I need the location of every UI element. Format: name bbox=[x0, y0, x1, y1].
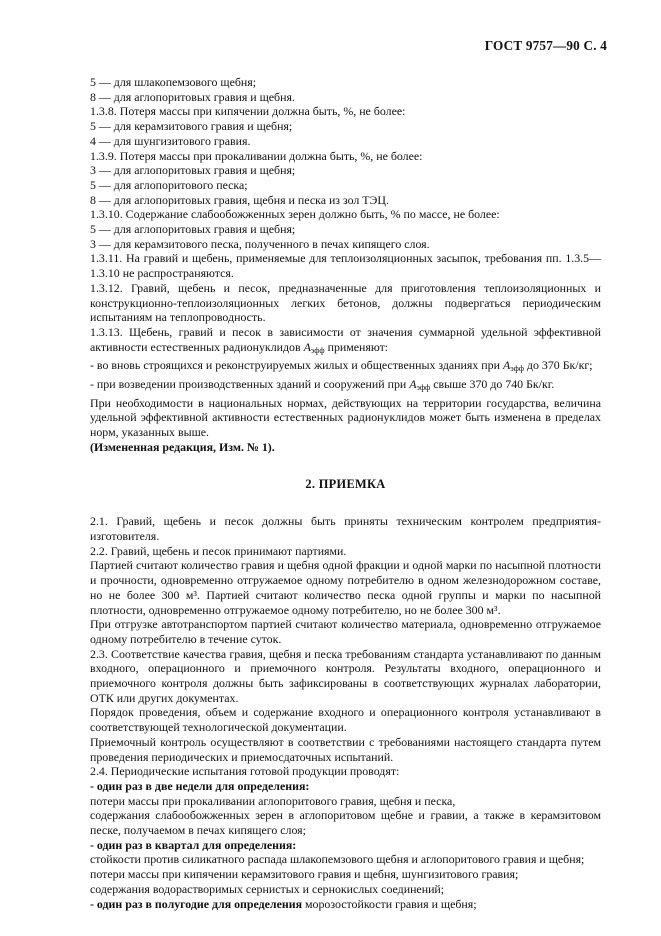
list-line: 5 — для шлакопемзового щебня; bbox=[90, 75, 257, 89]
list-line: 8 — для аглопоритовых гравия и щебня. bbox=[90, 89, 295, 104]
half-year-line bbox=[90, 897, 601, 912]
list-line: 5 — для аглопоритового песка; bbox=[90, 177, 248, 192]
list-line: 5 — для керамзитового гравия и щебня; bbox=[90, 119, 293, 134]
auto-shipment: При отгрузке автотранспортом партией считают количество материала, одновременно отгружаемое одному потребителю в течение суток. bbox=[90, 617, 601, 646]
half-year-heading: - один раз в полугодие для определения bbox=[90, 896, 303, 911]
clause-2-1: 2.1. Гравий, щебень и песок должны быть приняты техническим контролем предприятия-изготовителя. bbox=[90, 514, 601, 543]
symbol-sub: эфф bbox=[510, 364, 524, 374]
list-line: 3 — для керамзитового песка, полученного в печах кипящего слоя. bbox=[90, 236, 430, 251]
list-item: содержания водорастворимых сернистых и сернокислых соединений; bbox=[90, 881, 445, 896]
clause-1-3-13-tail: применяют: bbox=[327, 339, 389, 354]
clause-1-3-9: 1.3.9. Потеря массы при прокаливании должна быть, %, не более: bbox=[90, 148, 423, 163]
list-line: 3 — для аглопоритовых гравия и щебня; bbox=[90, 163, 296, 178]
bullet-residential bbox=[90, 358, 601, 377]
page-header: ГОСТ 9757—90 С. 4 bbox=[484, 38, 607, 53]
clause-1-3-8: 1.3.8. Потеря массы при кипячении должна быть, %, не более: bbox=[90, 104, 406, 119]
two-weeks-heading: - один раз в две недели для определения: bbox=[90, 778, 310, 793]
document-body bbox=[90, 75, 601, 911]
clause-1-3-12: 1.3.12. Гравий, щебень и песок, предназначенные для приготовления теплоизоляционных и конструкционно-теплоизоляционных легких бетонов, должны подвергаться периодическим испытаниям на теплопроводность. bbox=[90, 280, 601, 325]
national-norms-paragraph: При необходимости в национальных нормах, действующих на территории государства, величина удельной эффективной активности естественных радионуклидов может быть изменена в пределах норм, указанных выше. bbox=[90, 395, 601, 440]
list-line: 8 — для аглопоритовых гравия, щебня и песка из зол ТЭЦ. bbox=[90, 192, 389, 207]
half-year-text: морозостойкости гравия и щебня; bbox=[305, 896, 477, 911]
bullet-residential-text: - во вновь строящихся и реконструируемых жилых и общественных зданиях при bbox=[90, 358, 500, 373]
symbol-a-eff: A bbox=[502, 358, 511, 373]
amendment-note: (Измененная редакция, Изм. № 1). bbox=[90, 439, 275, 454]
symbol-sub: эфф bbox=[310, 345, 325, 355]
control-order: Порядок проведения, объем и содержание входного и операционного контроля устанавливают в соответствующей технологической документации. bbox=[90, 705, 601, 735]
symbol-a-eff: A bbox=[303, 339, 311, 354]
clause-2-3: 2.3. Соответствие качества гравия, щебня и песка требованиям стандарта устанавливают по данным входного, операционного и приемочного контроля. Результаты входного, операционного и приемочного контроля должны быть зафиксированы в соответствующих журналах лаборатории, ОТК или других документах. bbox=[90, 646, 601, 705]
symbol-a-eff: A bbox=[409, 377, 417, 392]
list-item: потери массы при кипячении керамзитового гравия и щебня, шунгизитового гравия; bbox=[90, 867, 519, 882]
symbol-sub: эфф bbox=[416, 383, 431, 393]
party-definition: Партией считают количество гравия и щебня одной фракции и одной марки по насыпной плотности и прочности, одновременно отгружаемое одному потребителю в одном железнодорожном составе, но не более 300 м³. Партией считают количество песка одной группы и марки по насыпной плотности, одновременно отгружаемое одному потребителю, но не более 300 м³. bbox=[90, 558, 601, 617]
clause-2-2: 2.2. Гравий, щебень и песок принимают партиями. bbox=[90, 543, 347, 558]
bullet-industrial-tail: свыше 370 до 740 Бк/кг. bbox=[433, 377, 555, 392]
list-item: стойкости против силикатного распада шлакопемзового щебня и аглопоритового гравия и щебня; bbox=[90, 852, 585, 867]
section-title: 2. ПРИЕМКА bbox=[305, 476, 386, 491]
list-item: потери массы при прокаливании аглопоритового гравия, щебня и песка, bbox=[90, 793, 456, 808]
list-line: 5 — для аглопоритовых гравия и щебня; bbox=[90, 222, 296, 237]
bullet-residential-tail: до 370 Бк/кг; bbox=[526, 358, 593, 373]
clause-1-3-11: 1.3.11. На гравий и щебень, применяемые для теплоизоляционных засыпок, требования пп. 1.3.5—1.3.10 не распространяются. bbox=[90, 251, 601, 281]
bullet-industrial bbox=[90, 377, 601, 396]
bullet-industrial-text: - при возведении производственных зданий и сооружений при bbox=[90, 377, 407, 392]
list-line: 4 — для шунгизитового гравия. bbox=[90, 133, 251, 148]
list-item: содержания слабообожженных зерен в аглопоритовом щебне и гравии, а также в керамзитовом песке, получаемом в печах кипящего слоя; bbox=[90, 808, 601, 838]
clause-1-3-13 bbox=[90, 325, 601, 358]
clause-2-4: 2.4. Периодические испытания готовой продукции проводят: bbox=[90, 764, 400, 779]
clause-1-3-10: 1.3.10. Содержание слабообожженных зерен должно быть, % по массе, не более: bbox=[90, 207, 500, 222]
acceptance-control: Приемочный контроль осуществляют в соответствии с требованиями настоящего стандарта путем проведения периодических и приемосдаточных испытаний. bbox=[90, 734, 601, 764]
clause-1-3-13-text: 1.3.13. Щебень, гравий и песок в зависимости от значения суммарной удельной эффективной активности естественных радионуклидов bbox=[90, 324, 601, 354]
quarter-heading: - один раз в квартал для определения: bbox=[90, 837, 297, 852]
